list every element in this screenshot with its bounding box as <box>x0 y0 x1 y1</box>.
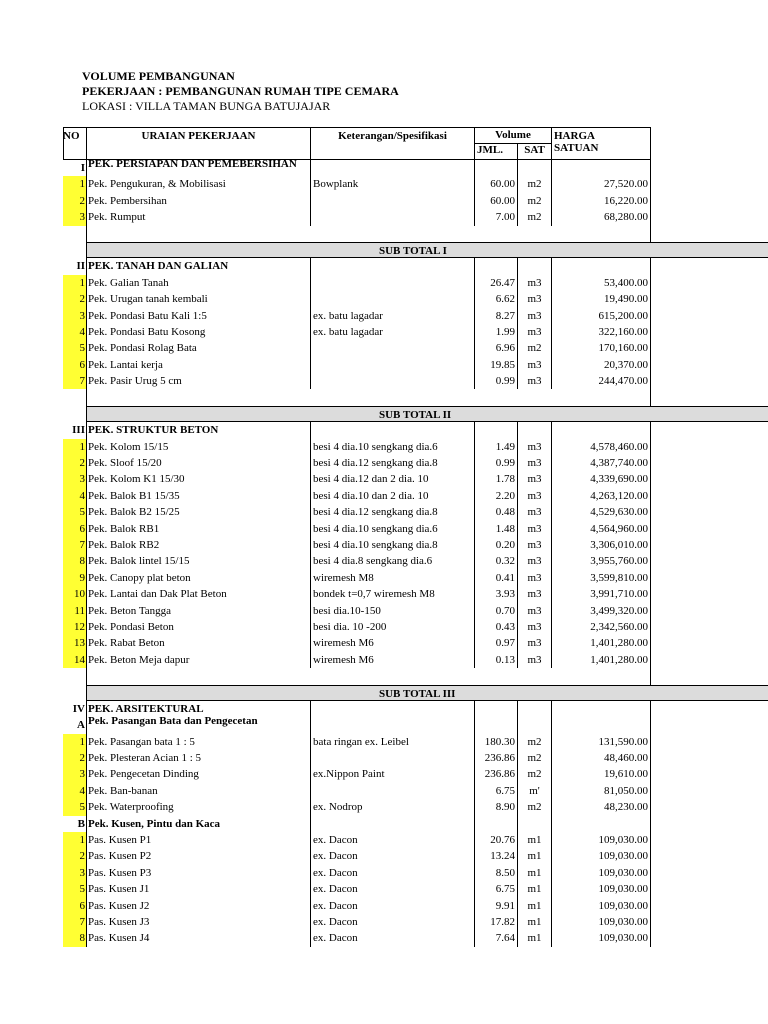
row-uraian: Pek. Pembersihan <box>86 193 310 209</box>
row-keterangan: wiremesh M6 <box>310 652 474 668</box>
row-keterangan: besi 4 dia.10 sengkang dia.6 <box>310 521 474 537</box>
row-uraian: Pek. Pondasi Batu Kali 1:5 <box>86 308 310 324</box>
row-jml: 0.99 <box>474 373 517 389</box>
row-jml <box>474 160 517 176</box>
row-sat <box>517 816 551 832</box>
row-harga: 3,991,710.00 <box>551 586 651 602</box>
row-harga: 4,564,960.00 <box>551 521 651 537</box>
row-jml: 19.85 <box>474 357 517 373</box>
row-uraian: Pek. Balok B2 15/25 <box>86 504 310 520</box>
row-harga: 3,599,810.00 <box>551 570 651 586</box>
row-keterangan <box>310 816 474 832</box>
row-keterangan <box>310 701 474 717</box>
subtotal-label: SUB TOTAL II <box>86 406 768 422</box>
row-keterangan: ex. Dacon <box>310 914 474 930</box>
row-keterangan <box>310 783 474 799</box>
row-sat: m3 <box>517 553 551 569</box>
row-uraian: Pek. Canopy plat beton <box>86 570 310 586</box>
row-harga: 109,030.00 <box>551 914 651 930</box>
row-uraian: Pek. Balok lintel 15/15 <box>86 553 310 569</box>
row-uraian: Pas. Kusen J2 <box>86 898 310 914</box>
row-number: 3 <box>63 308 86 324</box>
row-uraian: Pas. Kusen J3 <box>86 914 310 930</box>
row-uraian: Pas. Kusen J1 <box>86 881 310 897</box>
row-harga: 19,610.00 <box>551 766 651 782</box>
row-uraian: Pek. Plesteran Acian 1 : 5 <box>86 750 310 766</box>
row-uraian: Pek. Balok RB2 <box>86 537 310 553</box>
row-uraian: Pek. Pondasi Rolag Bata <box>86 340 310 356</box>
row-keterangan <box>310 275 474 291</box>
row-uraian: PEK. STRUKTUR BETON <box>86 422 310 438</box>
row-jml: 26.47 <box>474 275 517 291</box>
row-number: 5 <box>63 340 86 356</box>
row-keterangan: besi 4 dia.10 sengkang dia.8 <box>310 537 474 553</box>
row-keterangan: ex. batu lagadar <box>310 324 474 340</box>
row-jml: 20.76 <box>474 832 517 848</box>
row-jml: 6.62 <box>474 291 517 307</box>
row-harga: 2,342,560.00 <box>551 619 651 635</box>
row-number: 7 <box>63 914 86 930</box>
row-uraian: Pas. Kusen P2 <box>86 848 310 864</box>
row-uraian: Pek. Waterproofing <box>86 799 310 815</box>
blank-cell <box>86 389 651 405</box>
row-keterangan: Bowplank <box>310 176 474 192</box>
row-number: 10 <box>63 586 86 602</box>
row-harga: 20,370.00 <box>551 357 651 373</box>
row-keterangan: ex. Nodrop <box>310 799 474 815</box>
row-number: 3 <box>63 766 86 782</box>
blank-cell <box>86 668 651 684</box>
row-number: 6 <box>63 521 86 537</box>
row-number: 2 <box>63 848 86 864</box>
row-number: B <box>77 817 85 830</box>
row-sat: m1 <box>517 881 551 897</box>
row-keterangan <box>310 258 474 274</box>
row-jml <box>474 816 517 832</box>
row-jml: 0.43 <box>474 619 517 635</box>
row-number: 7 <box>63 537 86 553</box>
row-uraian: Pek. Pasangan bata 1 : 5 <box>86 734 310 750</box>
row-sat: m3 <box>517 570 551 586</box>
row-harga: 19,490.00 <box>551 291 651 307</box>
row-sat: m3 <box>517 521 551 537</box>
row-jml: 2.20 <box>474 488 517 504</box>
row-keterangan <box>310 373 474 389</box>
row-sat: m2 <box>517 799 551 815</box>
row-harga: 48,460.00 <box>551 750 651 766</box>
row-uraian: Pek. Kolom 15/15 <box>86 439 310 455</box>
row-number: A <box>77 719 85 732</box>
row-sat: m3 <box>517 439 551 455</box>
row-number: 2 <box>63 455 86 471</box>
row-harga: 81,050.00 <box>551 783 651 799</box>
row-sat: m2 <box>517 750 551 766</box>
row-harga <box>551 701 651 717</box>
row-jml: 1.49 <box>474 439 517 455</box>
row-number: IV <box>72 702 85 715</box>
row-number: 4 <box>63 324 86 340</box>
row-number: 1 <box>63 275 86 291</box>
blank-cell <box>86 226 651 242</box>
row-number: I <box>80 162 85 174</box>
row-harga: 27,520.00 <box>551 176 651 192</box>
subtotal-label: SUB TOTAL III <box>86 685 768 701</box>
row-sat: m3 <box>517 652 551 668</box>
col-jml: JML. <box>474 144 517 160</box>
row-number: 14 <box>63 652 86 668</box>
row-uraian: PEK. TANAH DAN GALIAN <box>86 258 310 274</box>
row-number: 4 <box>63 783 86 799</box>
row-number: 1 <box>63 832 86 848</box>
row-jml: 0.99 <box>474 455 517 471</box>
row-uraian: Pek. Urugan tanah kembali <box>86 291 310 307</box>
row-keterangan <box>310 160 474 176</box>
row-keterangan <box>310 357 474 373</box>
row-sat: m3 <box>517 291 551 307</box>
row-keterangan: wiremesh M6 <box>310 635 474 651</box>
row-harga: 131,590.00 <box>551 734 651 750</box>
col-harga <box>551 127 651 160</box>
row-keterangan <box>310 209 474 225</box>
row-number: 3 <box>63 209 86 225</box>
row-keterangan <box>310 291 474 307</box>
row-number: 1 <box>63 439 86 455</box>
row-sat <box>517 258 551 274</box>
row-keterangan: besi 4 dia.8 sengkang dia.6 <box>310 553 474 569</box>
row-keterangan: ex. batu lagadar <box>310 308 474 324</box>
row-sat: m2 <box>517 193 551 209</box>
row-number: 9 <box>63 570 86 586</box>
row-number: 6 <box>63 898 86 914</box>
row-keterangan: besi 4 dia.10 sengkang dia.6 <box>310 439 474 455</box>
row-harga: 68,280.00 <box>551 209 651 225</box>
row-jml <box>474 258 517 274</box>
row-number: II <box>76 260 85 273</box>
row-number: 1 <box>63 734 86 750</box>
row-uraian: PEK. PERSIAPAN DAN PEMEBERSIHAN <box>86 160 310 176</box>
row-harga: 1,401,280.00 <box>551 635 651 651</box>
row-uraian: PEK. ARSITEKTURAL <box>86 701 310 717</box>
row-number: 3 <box>63 471 86 487</box>
row-keterangan <box>310 717 474 733</box>
row-uraian: Pek. Kusen, Pintu dan Kaca <box>86 816 310 832</box>
row-keterangan: besi 4 dia.12 dan 2 dia. 10 <box>310 471 474 487</box>
row-sat: m3 <box>517 373 551 389</box>
row-sat: m1 <box>517 914 551 930</box>
row-jml: 0.70 <box>474 603 517 619</box>
row-jml: 0.13 <box>474 652 517 668</box>
col-volume: Volume <box>474 127 551 144</box>
row-sat: m1 <box>517 930 551 946</box>
row-sat: m2 <box>517 176 551 192</box>
row-jml: 6.75 <box>474 783 517 799</box>
row-keterangan: besi dia. 10 -200 <box>310 619 474 635</box>
row-uraian: Pek. Ban-banan <box>86 783 310 799</box>
row-sat: m2 <box>517 734 551 750</box>
row-uraian: Pek. Balok B1 15/35 <box>86 488 310 504</box>
row-harga <box>551 717 651 733</box>
row-harga: 615,200.00 <box>551 308 651 324</box>
row-harga: 109,030.00 <box>551 865 651 881</box>
location: LOKASI : VILLA TAMAN BUNGA BATUJAJAR <box>82 99 331 113</box>
row-number: III <box>72 424 85 437</box>
row-sat: m3 <box>517 308 551 324</box>
row-harga <box>551 258 651 274</box>
row-harga: 3,499,320.00 <box>551 603 651 619</box>
row-harga: 3,955,760.00 <box>551 553 651 569</box>
row-harga: 48,230.00 <box>551 799 651 815</box>
row-jml: 1.78 <box>474 471 517 487</box>
row-sat: m3 <box>517 504 551 520</box>
subtotal-label: SUB TOTAL I <box>86 242 768 258</box>
row-sat: m2 <box>517 209 551 225</box>
row-sat: m3 <box>517 603 551 619</box>
row-jml: 9.91 <box>474 898 517 914</box>
row-jml: 236.86 <box>474 750 517 766</box>
row-sat: m3 <box>517 586 551 602</box>
row-jml: 1.99 <box>474 324 517 340</box>
row-harga: 4,339,690.00 <box>551 471 651 487</box>
row-jml: 8.27 <box>474 308 517 324</box>
row-uraian: Pek. Pondasi Batu Kosong <box>86 324 310 340</box>
row-sat <box>517 701 551 717</box>
row-keterangan: ex. Dacon <box>310 881 474 897</box>
row-sat: m3 <box>517 324 551 340</box>
row-number: 1 <box>63 176 86 192</box>
row-jml <box>474 717 517 733</box>
row-keterangan: ex.Nippon Paint <box>310 766 474 782</box>
row-keterangan: ex. Dacon <box>310 898 474 914</box>
row-keterangan: bata ringan ex. Leibel <box>310 734 474 750</box>
col-keterangan: Keterangan/Spesifikasi <box>310 127 474 160</box>
row-jml: 6.96 <box>474 340 517 356</box>
row-harga <box>551 816 651 832</box>
row-uraian: Pek. Sloof 15/20 <box>86 455 310 471</box>
row-number: 11 <box>63 603 86 619</box>
row-keterangan: besi dia.10-150 <box>310 603 474 619</box>
col-no: NO <box>63 130 80 142</box>
row-uraian: Pek. Pondasi Beton <box>86 619 310 635</box>
row-sat <box>517 422 551 438</box>
row-jml: 17.82 <box>474 914 517 930</box>
row-jml <box>474 701 517 717</box>
row-sat: m2 <box>517 340 551 356</box>
row-jml: 8.90 <box>474 799 517 815</box>
row-jml: 236.86 <box>474 766 517 782</box>
row-sat: m2 <box>517 766 551 782</box>
row-uraian: Pek. Pasir Urug 5 cm <box>86 373 310 389</box>
row-harga: 16,220.00 <box>551 193 651 209</box>
row-jml: 60.00 <box>474 176 517 192</box>
row-harga: 1,401,280.00 <box>551 652 651 668</box>
row-number: 12 <box>63 619 86 635</box>
row-sat: m3 <box>517 537 551 553</box>
row-keterangan: ex. Dacon <box>310 848 474 864</box>
row-jml: 13.24 <box>474 848 517 864</box>
row-harga: 109,030.00 <box>551 930 651 946</box>
row-jml: 0.20 <box>474 537 517 553</box>
row-number: 5 <box>63 504 86 520</box>
row-sat: m3 <box>517 275 551 291</box>
row-sat: m1 <box>517 832 551 848</box>
col-harga-line2: SATUAN <box>554 142 599 154</box>
row-harga: 53,400.00 <box>551 275 651 291</box>
row-sat <box>517 160 551 176</box>
col-uraian: URAIAN PEKERJAAN <box>86 127 310 160</box>
row-uraian: Pek. Lantai dan Dak Plat Beton <box>86 586 310 602</box>
row-jml: 180.30 <box>474 734 517 750</box>
row-sat: m1 <box>517 865 551 881</box>
row-uraian: Pek. Pengecetan Dinding <box>86 766 310 782</box>
row-harga: 322,160.00 <box>551 324 651 340</box>
row-sat: m3 <box>517 635 551 651</box>
row-jml: 0.97 <box>474 635 517 651</box>
row-jml: 60.00 <box>474 193 517 209</box>
row-number: 4 <box>63 488 86 504</box>
row-harga: 244,470.00 <box>551 373 651 389</box>
row-harga: 4,263,120.00 <box>551 488 651 504</box>
row-number: 2 <box>63 750 86 766</box>
row-number: 13 <box>63 635 86 651</box>
col-sat: SAT <box>517 144 551 160</box>
doc-title: VOLUME PEMBANGUNAN <box>82 69 235 83</box>
row-sat: m' <box>517 783 551 799</box>
row-uraian: Pek. Pasangan Bata dan Pengecetan <box>86 717 310 733</box>
row-uraian: Pek. Beton Meja dapur <box>86 652 310 668</box>
row-uraian: Pek. Kolom K1 15/30 <box>86 471 310 487</box>
row-keterangan: ex. Dacon <box>310 832 474 848</box>
row-uraian: Pek. Rabat Beton <box>86 635 310 651</box>
row-uraian: Pas. Kusen J4 <box>86 930 310 946</box>
row-harga: 109,030.00 <box>551 881 651 897</box>
row-uraian: Pek. Beton Tangga <box>86 603 310 619</box>
row-uraian: Pek. Rumput <box>86 209 310 225</box>
row-jml: 6.75 <box>474 881 517 897</box>
row-number: 2 <box>63 291 86 307</box>
col-harga-line1: HARGA <box>554 130 595 142</box>
row-number: 7 <box>63 373 86 389</box>
row-harga: 109,030.00 <box>551 832 651 848</box>
row-keterangan <box>310 340 474 356</box>
row-jml <box>474 422 517 438</box>
row-sat: m3 <box>517 455 551 471</box>
row-keterangan: ex. Dacon <box>310 930 474 946</box>
project-name: PEKERJAAN : PEMBANGUNAN RUMAH TIPE CEMARA <box>82 84 399 98</box>
row-jml: 0.48 <box>474 504 517 520</box>
row-harga: 109,030.00 <box>551 898 651 914</box>
row-jml: 8.50 <box>474 865 517 881</box>
row-jml: 7.64 <box>474 930 517 946</box>
row-keterangan: wiremesh M8 <box>310 570 474 586</box>
row-harga: 170,160.00 <box>551 340 651 356</box>
row-keterangan: bondek t=0,7 wiremesh M8 <box>310 586 474 602</box>
row-harga <box>551 160 651 176</box>
row-harga: 109,030.00 <box>551 848 651 864</box>
row-harga: 3,306,010.00 <box>551 537 651 553</box>
row-number: 2 <box>63 193 86 209</box>
row-keterangan <box>310 193 474 209</box>
row-sat: m3 <box>517 357 551 373</box>
row-keterangan: besi 4 dia.12 sengkang dia.8 <box>310 504 474 520</box>
row-uraian: Pek. Balok RB1 <box>86 521 310 537</box>
row-number: 6 <box>63 357 86 373</box>
row-jml: 0.32 <box>474 553 517 569</box>
row-harga: 4,578,460.00 <box>551 439 651 455</box>
row-jml: 0.41 <box>474 570 517 586</box>
row-harga: 4,529,630.00 <box>551 504 651 520</box>
row-number: 5 <box>63 881 86 897</box>
row-number: 5 <box>63 799 86 815</box>
row-keterangan: ex. Dacon <box>310 865 474 881</box>
row-uraian: Pas. Kusen P1 <box>86 832 310 848</box>
row-number: 3 <box>63 865 86 881</box>
row-number: 8 <box>63 930 86 946</box>
row-jml: 3.93 <box>474 586 517 602</box>
row-jml: 1.48 <box>474 521 517 537</box>
row-uraian: Pek. Pengukuran, & Mobilisasi <box>86 176 310 192</box>
row-sat: m1 <box>517 848 551 864</box>
row-sat <box>517 717 551 733</box>
row-uraian: Pek. Lantai kerja <box>86 357 310 373</box>
row-number: 8 <box>63 553 86 569</box>
row-keterangan <box>310 422 474 438</box>
row-uraian: Pek. Galian Tanah <box>86 275 310 291</box>
row-uraian: Pas. Kusen P3 <box>86 865 310 881</box>
row-sat: m1 <box>517 898 551 914</box>
row-harga <box>551 422 651 438</box>
row-keterangan <box>310 750 474 766</box>
row-sat: m3 <box>517 619 551 635</box>
row-keterangan: besi 4 dia.10 dan 2 dia. 10 <box>310 488 474 504</box>
row-sat: m3 <box>517 488 551 504</box>
row-jml: 7.00 <box>474 209 517 225</box>
row-harga: 4,387,740.00 <box>551 455 651 471</box>
row-sat: m3 <box>517 471 551 487</box>
row-keterangan: besi 4 dia.12 sengkang dia.8 <box>310 455 474 471</box>
